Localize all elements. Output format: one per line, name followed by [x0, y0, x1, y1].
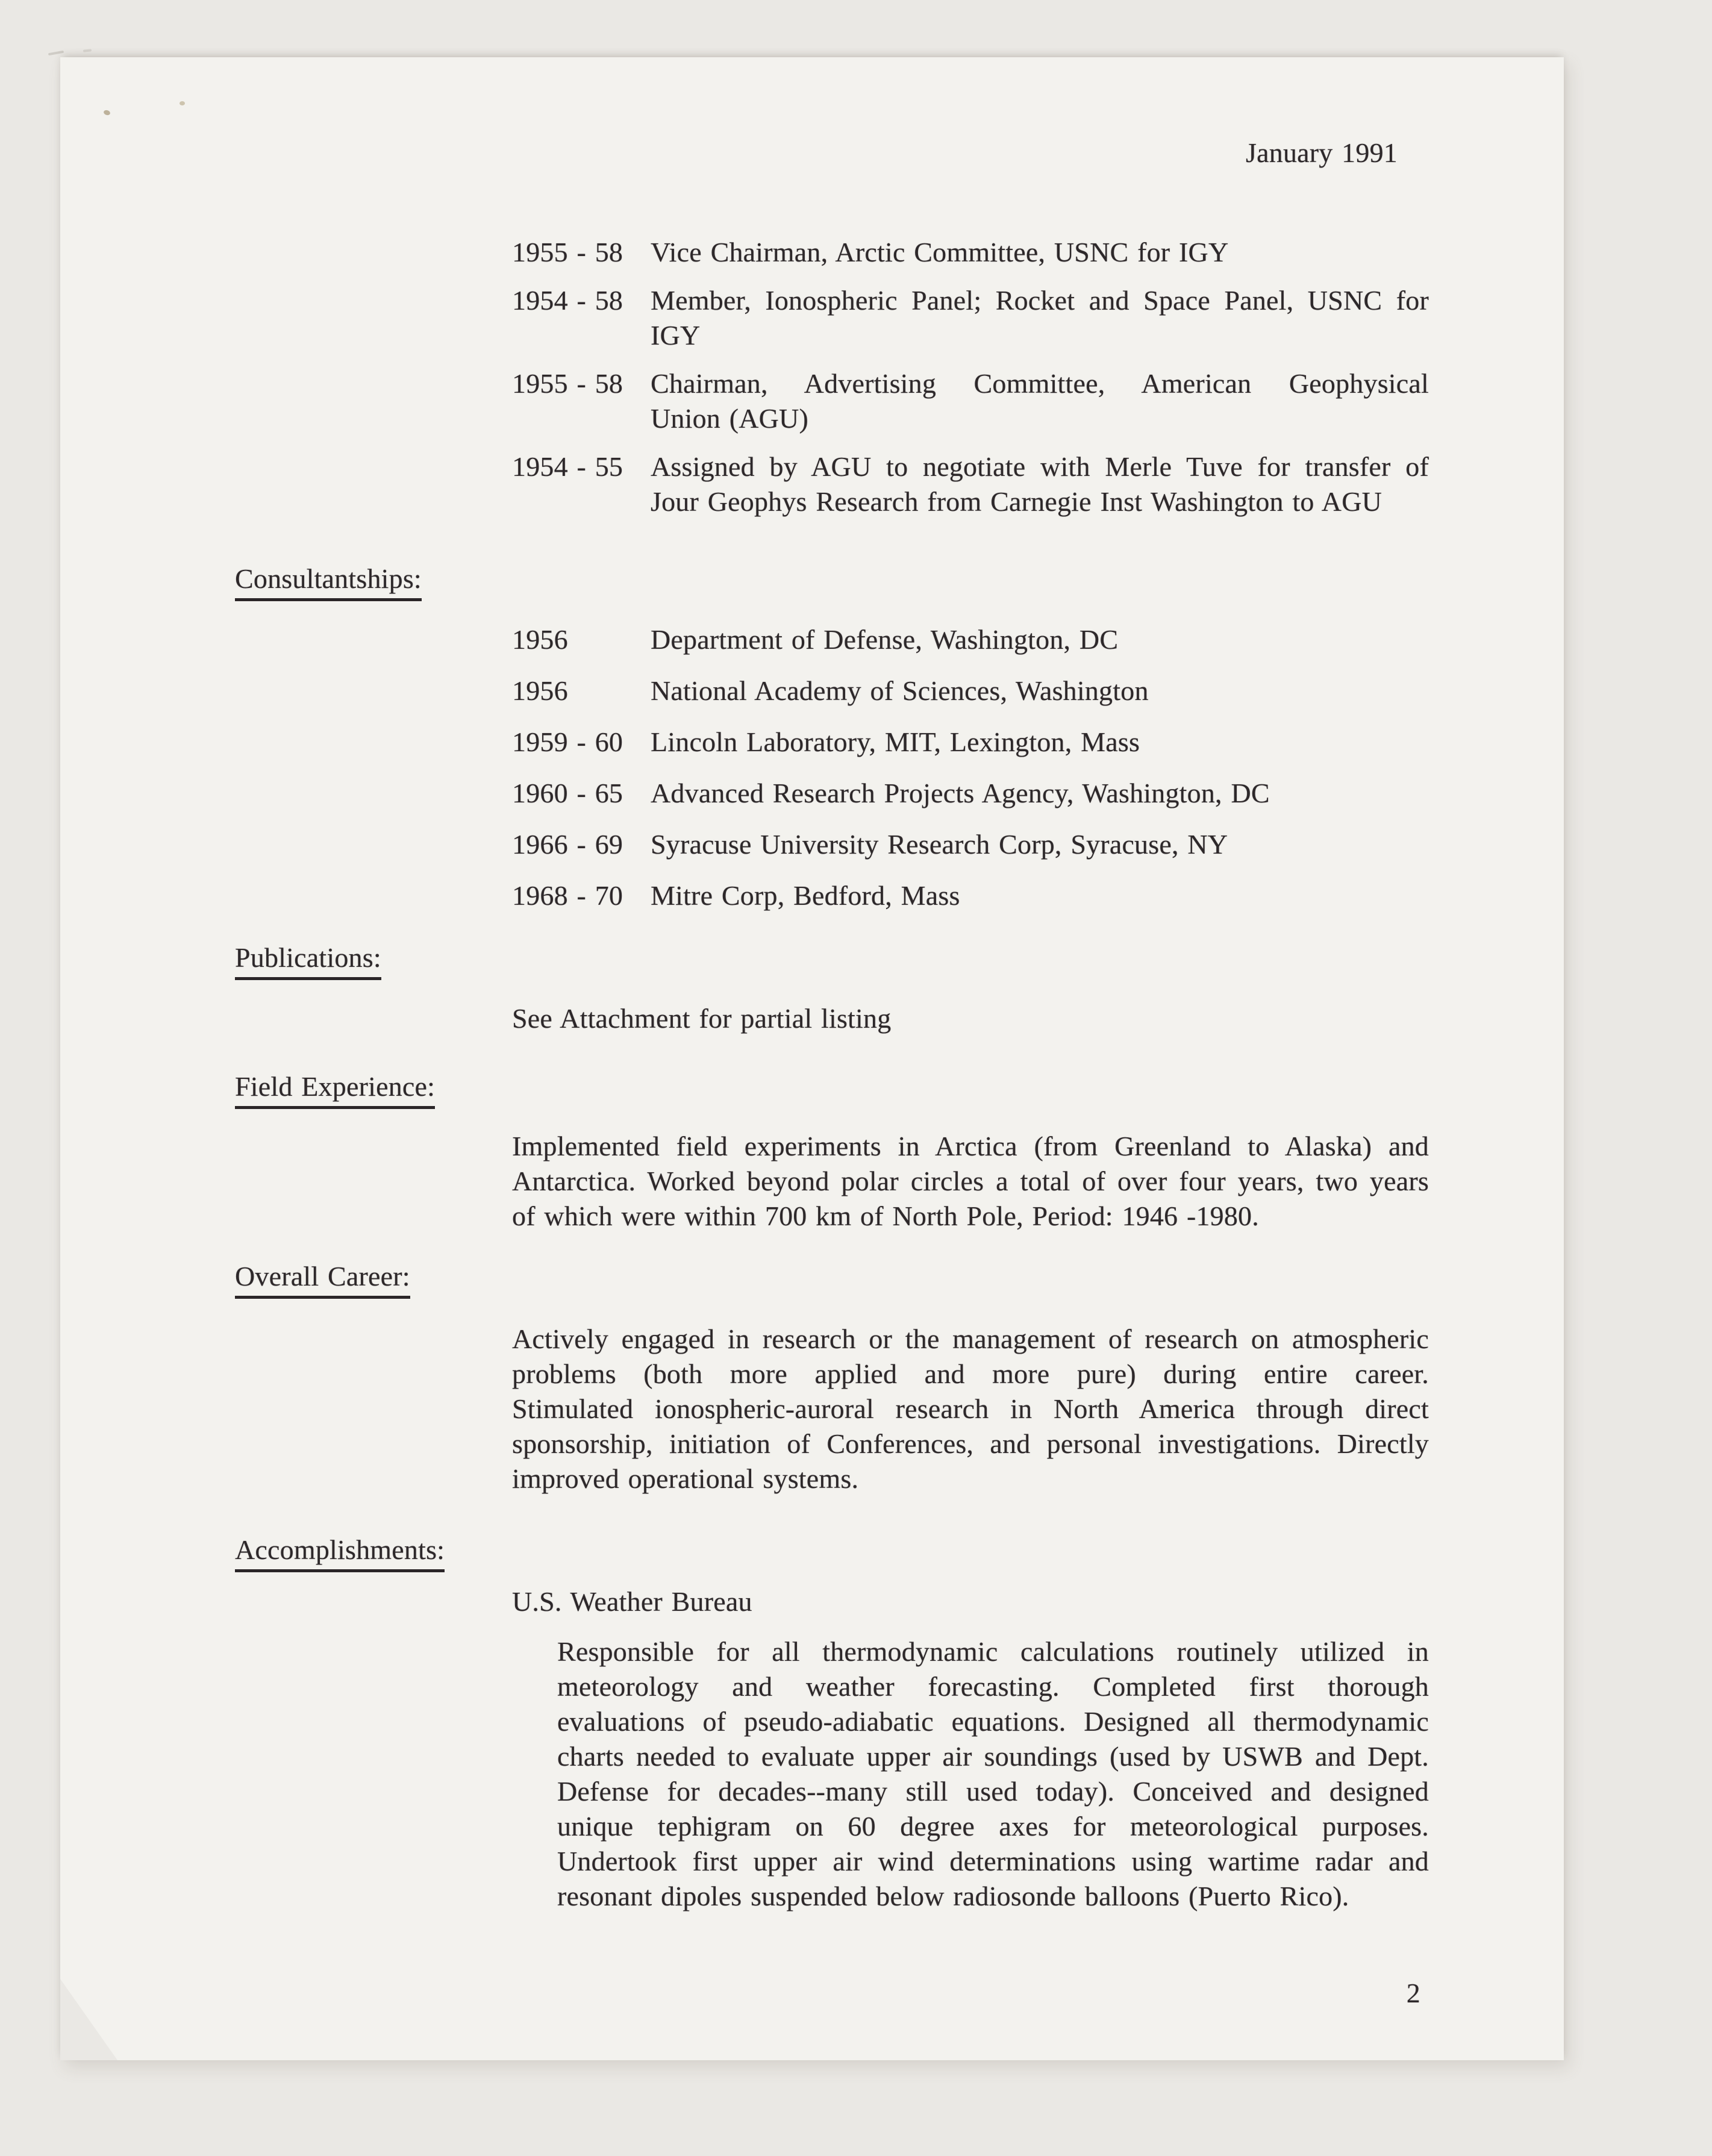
consultantship-description: Syracuse University Research Corp, Syracuse, NY	[651, 829, 1228, 860]
accomplishments-paragraph: Responsible for all thermodynamic calculations routinely utilized in meteorology and weather forecasting. Completed first thorough evaluations of pseudo-adiabatic equations. Designed all thermodynamic charts needed to evaluate upper air soundings (used by USWB and Dept. Defense for decades--many still used today). Conceived and designed unique tephigram on 60 degree axes for meteorological purposes. Undertook first upper air wind determinations using wartime radar and resonant dipoles suspended below radiosonde balloons (Puerto Rico).	[557, 1636, 1429, 1911]
committee-roles-list	[235, 235, 1429, 519]
consultantship-description: Department of Defense, Washington, DC	[651, 624, 1119, 655]
section-heading-field-experience: Field Experience:	[235, 1069, 435, 1109]
consultantship-description: Lincoln Laboratory, MIT, Lexington, Mass	[651, 726, 1140, 757]
committee-role-row	[512, 283, 1429, 353]
organization-name: U.S. Weather Bureau	[512, 1586, 752, 1617]
consultantship-row	[512, 673, 1429, 708]
consultantship-years: 1956	[512, 675, 568, 706]
consultantship-row	[512, 878, 1429, 913]
consultantship-years: 1959 - 60	[512, 726, 623, 757]
consultantship-years: 1956	[512, 624, 568, 655]
date-line: January 1991	[1246, 137, 1398, 168]
consultantship-description: National Academy of Sciences, Washington	[651, 675, 1149, 706]
section-heading-overall-career: Overall Career:	[235, 1259, 410, 1299]
pencil-mark	[83, 49, 92, 52]
role-years: 1954 - 55	[512, 451, 623, 482]
consultantship-years: 1968 - 70	[512, 880, 623, 911]
role-description: Vice Chairman, Arctic Committee, USNC for IGY	[651, 237, 1229, 267]
role-description: Member, Ionospheric Panel; Rocket and Space Panel, USNC for IGY	[651, 285, 1429, 351]
section-consultantships	[235, 561, 1429, 601]
section-overall-career	[235, 1259, 1429, 1299]
role-years: 1954 - 58	[512, 285, 623, 316]
section-publications	[235, 940, 1429, 980]
consultantship-row	[512, 776, 1429, 811]
consultantship-years: 1960 - 65	[512, 778, 623, 808]
section-heading-accomplishments: Accomplishments:	[235, 1533, 445, 1572]
overall-career-paragraph: Actively engaged in research or the management of research on atmospheric problems (both more applied and more pure) during entire career. Stimulated ionospheric-auroral research in North America through direct sponsorship, initiation of Conferences, and personal investigations. Directly improved operational systems.	[512, 1323, 1429, 1494]
consultantship-row	[512, 827, 1429, 862]
committee-role-row	[512, 449, 1429, 519]
consultantship-years: 1966 - 69	[512, 829, 623, 860]
page-content	[60, 57, 1564, 2060]
role-years: 1955 - 58	[512, 368, 623, 399]
consultantship-description: Advanced Research Projects Agency, Washington, DC	[651, 778, 1270, 808]
section-accomplishments	[235, 1533, 1429, 1572]
field-experience-paragraph: Implemented field experiments in Arctica (from Greenland to Alaska) and Antarctica. Worked beyond polar circles a total of over four years, two years of which were within 700 km of North Pole, Period: 1946 -1980.	[512, 1131, 1429, 1231]
committee-role-row	[512, 235, 1429, 270]
consultantship-row	[512, 622, 1429, 657]
section-heading-consultantships: Consultantships:	[235, 561, 422, 601]
role-description: Assigned by AGU to negotiate with Merle Tuve for transfer of Jour Geophys Research from Carnegie Inst Washington to AGU	[651, 451, 1429, 517]
consultantships-list	[235, 622, 1429, 913]
role-years: 1955 - 58	[512, 237, 623, 267]
consultantship-description: Mitre Corp, Bedford, Mass	[651, 880, 960, 911]
pencil-mark	[48, 51, 64, 55]
section-field-experience	[235, 1069, 1429, 1109]
document-page	[60, 57, 1564, 2060]
role-description: Chairman, Advertising Committee, American Geophysical Union (AGU)	[651, 368, 1429, 434]
section-heading-publications: Publications:	[235, 940, 381, 980]
committee-role-row	[512, 366, 1429, 436]
consultantship-row	[512, 725, 1429, 760]
page-number: 2	[1406, 1978, 1420, 2008]
publications-note: See Attachment for partial listing	[512, 1003, 892, 1034]
